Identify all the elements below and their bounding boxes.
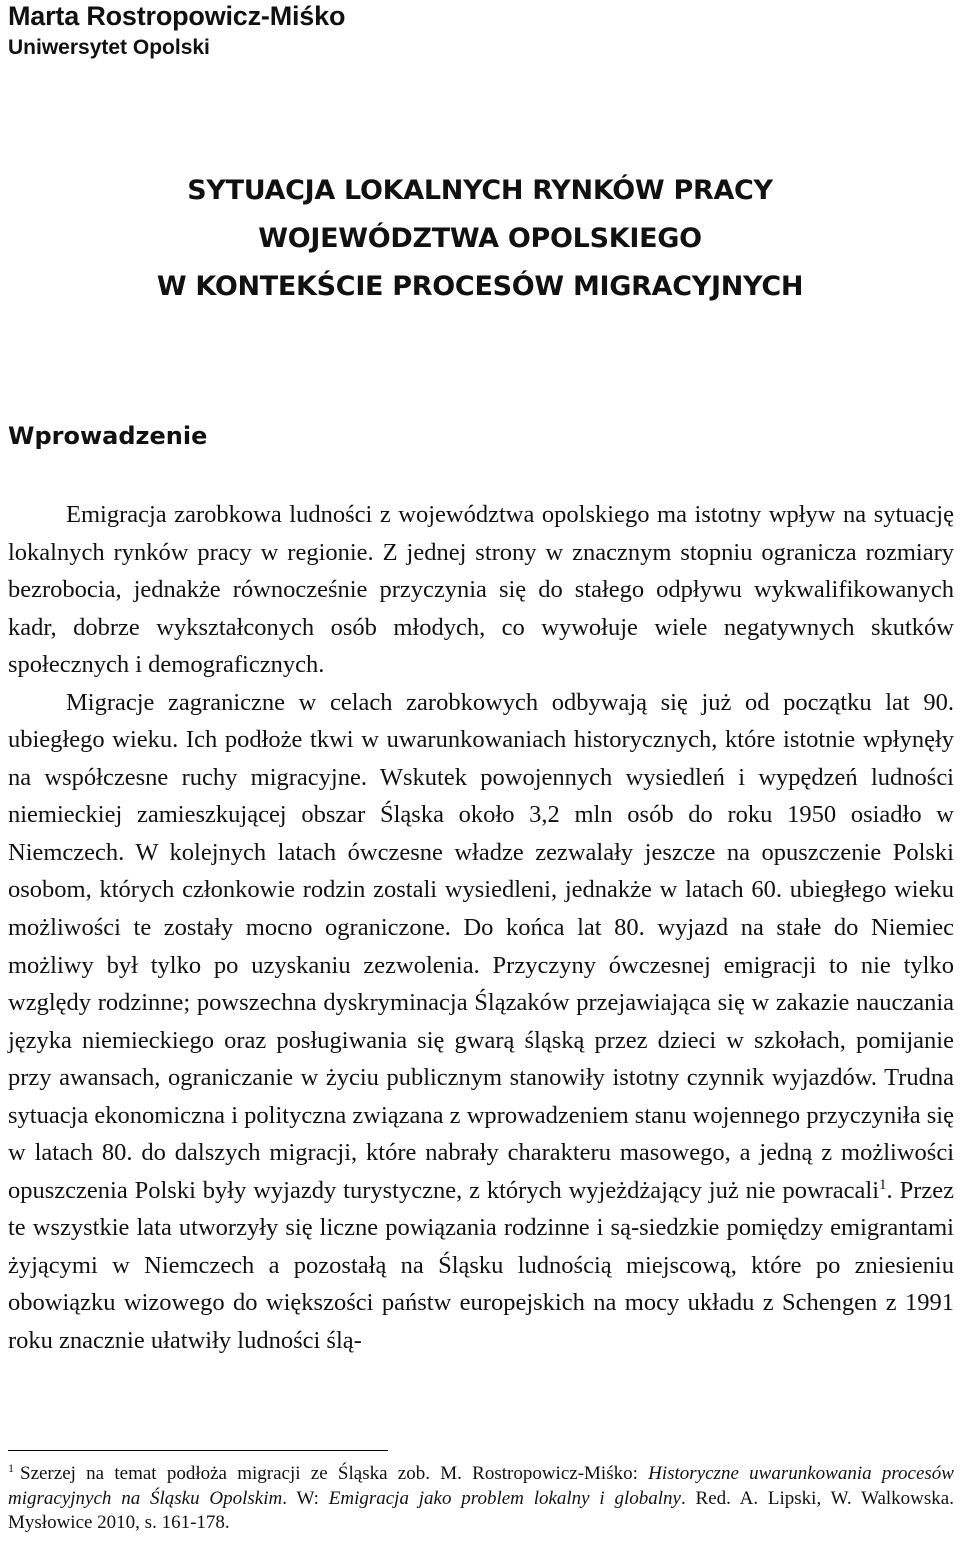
footnote-separator [8,1450,388,1451]
footnote-cited-title-1: Historyczne uwarunkowania procesów migracyjnych na Śląsku Opolskim [8,1463,954,1509]
section-heading: Wprowadzenie [8,422,208,450]
author-affiliation: Uniwersytet Opolski [8,36,210,59]
footnote-text-3: . Red. A. Lipski, W. Walkowska. Mysłowice 2010, s. 161-178. [8,1487,954,1533]
paragraph-1: Emigracja zarobkowa ludności z województwa opolskiego ma istotny wpływ na sytuację lokalnych rynków pracy w regionie. Z jednej strony w znacznym stopniu ogranicza rozmiary bezrobocia, jednakże równocześnie przyczynia się do stałego odpływu wykwalifikowanych kadr, dobrze wykształconych osób młodych, co wywołuje wiele negatywnych skutków społecznych i demograficznych. [8,501,954,679]
article-title-line-1: SYTUACJA LOKALNYCH RYNKÓW PRACY [187,175,773,206]
article-title-line-2: WOJEWÓDZTWA OPOLSKIEGO [258,223,702,254]
article-title-line-3: W KONTEKŚCIE PROCESÓW MIGRACYJNYCH [156,271,804,302]
footnote-reference[interactable]: 1 [879,1176,887,1193]
paragraph-2 [8,684,954,1360]
author-name: Marta Rostropowicz-Miśko [8,1,346,31]
footnote-number: 1 [8,1460,14,1475]
paragraph-2-continuation: . Przez te wszystkie lata utworzyły się liczne powiązania rodzinne i są-siedzkie pomiędzy emigrantami żyjącymi w Niemczech a pozostałą na Śląsku ludnością miejscową, które po zniesieniu obowiązku wizowego do większości państw europejskich na mocy układu z Schengen z 1991 roku znacznie ułatwiły ludności ślą- [8,1176,954,1355]
footnote [8,1462,954,1536]
body-text [8,496,954,1360]
footnote-text-1: Szerzej na temat podłoża migracji ze Śląska zob. M. Rostropowicz-Miśko: [20,1463,649,1484]
footnote-cited-title-2: Emigracja jako problem lokalny i globalny [328,1487,681,1509]
footnote-text-2: . W: [282,1487,329,1509]
paragraph-2-text: Migracje zagraniczne w celach zarobkowych odbywają się już od początku lat 90. ubiegłego wieku. Ich podłoże tkwi w uwarunkowaniach historycznych, które istotnie wpłynęły na współczesne ruchy migracyjne. Wskutek powojennych wysiedleń i wypędzeń ludności niemieckiej zamieszkującej obszar Śląska około 3,2 mln osób do roku 1950 osiadło w Niemczech. W kolejnych latach ówczesne władze zezwalały jeszcze na opuszczenie Polski osobom, których członkowie rodzin zostali wysiedleni, jednakże w latach 60. ubiegłego wieku możliwości te zostały mocno ograniczone. Do końca lat 80. wyjazd na stałe do Niemiec możliwy był tylko po uzyskaniu zezwolenia. Przyczyny ówczesnej emigracji to nie tylko względy rodzinne; powszechna dyskryminacja Ślązaków przejawiająca się w zakazie nauczania języka niemieckiego oraz posługiwania się gwarą śląską przez dzieci w szkołach, pomijanie przy awansach, ograniczanie w życiu publicznym stanowiły istotny czynnik wyjazdów. Trudna sytuacja ekonomiczna i polityczna związana z wprowadzeniem stanu wojennego przyczyniła się w latach 80. do dalszych migracji, które nabrały charakteru masowego, a jedną z możliwości opuszczenia Polski były wyjazdy turystyczne, z których wyjeżdżający już nie powracali [8,688,954,1204]
